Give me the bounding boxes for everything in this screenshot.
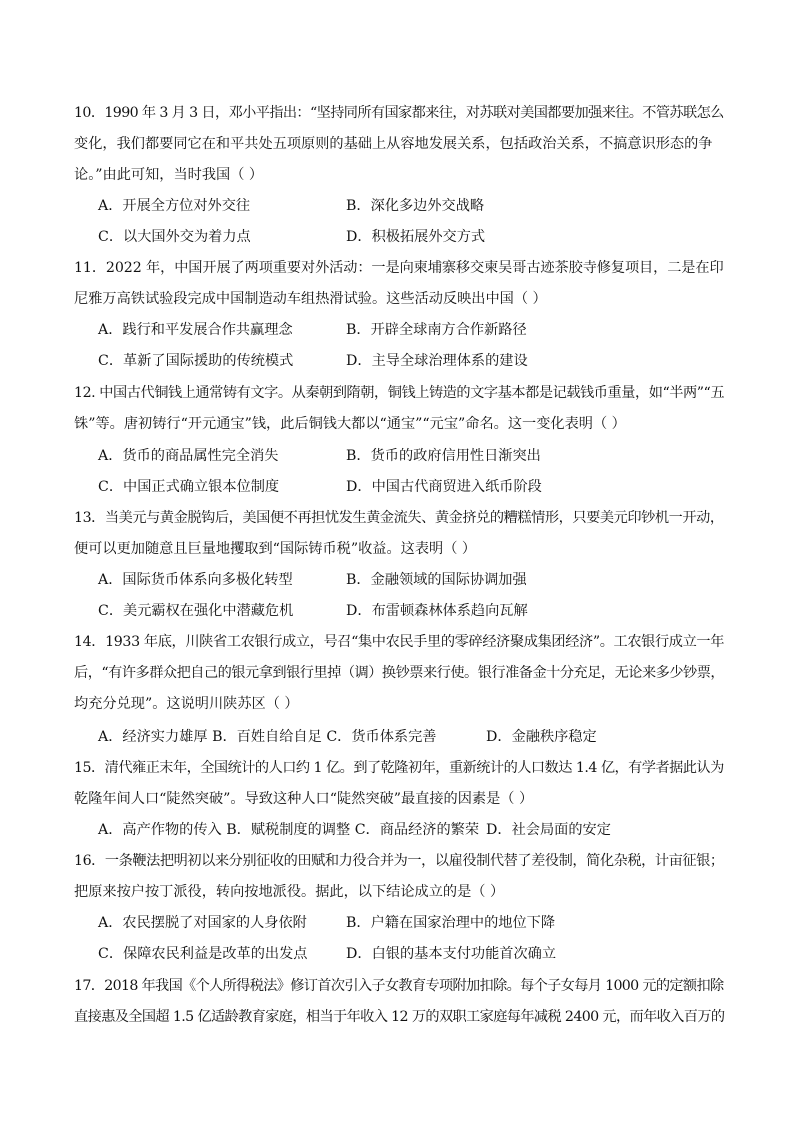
option-c: C．以大国外交为着力点	[98, 229, 251, 245]
question-text-line: 13．当美元与黄金脱钩后，美国便不再担忧发生黄金流失、黄金挤兑的糟糕情形，只要美元印钞机一开动，	[74, 510, 724, 526]
question-text-line: 17．2018 年我国《个人所得税法》修订首次引入子女教育专项附加扣除。每个子女每月 1000 元的定额扣除	[74, 978, 724, 994]
option-d: D．主导全球治理体系的建设	[346, 353, 528, 369]
option-a: A．国际货币体系向多极化转型	[98, 572, 293, 588]
question-text-line: 均充分兑现”。这说明川陕苏区（ ）	[74, 696, 299, 712]
option-d: D．积极拓展外交方式	[346, 229, 486, 245]
option-c: C．保障农民利益是改革的出发点	[98, 946, 308, 962]
option-a: A．开展全方位对外交往	[98, 198, 251, 214]
options-abc: A．高产作物的传入 B．赋税制度的调整 C．商品经济的繁荣	[98, 822, 480, 838]
option-a: A．农民摆脱了对国家的人身依附	[98, 915, 307, 931]
option-b: B．货币的政府信用性日渐突出	[346, 448, 541, 464]
question-text-line: 论。”由此可知，当时我国（ ）	[74, 167, 264, 183]
question-text-line: 乾隆年间人口“陡然突破”。导致这种人口“陡然突破”最直接的因素是（ ）	[74, 791, 534, 807]
option-b: B．开辟全球南方合作新路径	[346, 322, 527, 338]
option-c: C．美元霸权在强化中潜藏危机	[98, 603, 294, 619]
question-text-line: 10．1990 年 3 月 3 日，邓小平指出：“坚持同所有国家都来往，对苏联对美国都要加强来往。不管苏联怎么	[74, 105, 724, 121]
option-c: C．中国正式确立银本位制度	[98, 479, 280, 495]
option-b: B．金融领域的国际协调加强	[346, 572, 527, 588]
question-text-line: 后，“有许多群众把自己的银元拿到银行里掉（调）换钞票来行使。银行准备金十分充足，无论来多少钞票，	[74, 665, 725, 681]
option-a: A．货币的商品属性完全消失	[98, 448, 279, 464]
question-text-line: 12. 中国古代铜钱上通常铸有文字。从秦朝到隋朝，铜钱上铸造的文字基本都是记载钱币重量，如“半两”“五	[74, 385, 725, 401]
question-text-line: 把原来按户按丁派役，转向按地派役。据此，以下结论成立的是（ ）	[74, 884, 505, 900]
question-text-line: 尼雅万高铁试验段完成中国制造动车组热滑试验。这些活动反映出中国（ ）	[74, 291, 547, 307]
question-text-line: 15．清代雍正末年，全国统计的人口约 1 亿。到了乾隆初年，重新统计的人口数达 1.4 亿，有学者据此认为	[74, 760, 724, 776]
option-b: B．户籍在国家治理中的地位下降	[346, 915, 556, 931]
question-text-line: 铢”等。唐初铸行“开元通宝”钱，此后铜钱大都以“通宝”“元宝”命名。这一变化表明（ ）	[74, 416, 626, 432]
question-text-line: 16．一条鞭法把明初以来分别征收的田赋和力役合并为一，以雇役制代替了差役制，简化杂税，计亩征银；	[74, 853, 724, 869]
option-d: D．中国古代商贸进入纸币阶段	[346, 479, 542, 495]
options-abc: A．经济实力雄厚 B．百姓自给自足 C．货币体系完善	[98, 729, 437, 745]
option-c: C．革新了国际援助的传统模式	[98, 353, 294, 369]
question-text-line: 变化，我们都要同它在和平共处五项原则的基础上从容地发展关系，包括政治关系，不搞意识形态的争	[74, 136, 713, 152]
option-d: D．社会局面的安定	[486, 822, 611, 838]
option-d: D．白银的基本支付功能首次确立	[346, 946, 557, 962]
question-text-line: 11．2022 年，中国开展了两项重要对外活动：一是向柬埔寨移交柬吴哥古迹茶胶寺修复项目，二是在印	[74, 260, 724, 276]
option-b: B．深化多边外交战略	[346, 198, 485, 214]
option-d: D．金融秩序稳定	[486, 729, 597, 745]
option-d: D．布雷顿森林体系趋向瓦解	[346, 603, 528, 619]
question-text-line: 便可以更加随意且巨量地攫取到“国际铸币税”收益。这表明（ ）	[74, 541, 477, 557]
question-text-line: 14．1933 年底，川陕省工农银行成立，号召“集中农民手里的零碎经济聚成集团经济”。工农银行成立一年	[74, 634, 725, 650]
option-a: A．践行和平发展合作共赢理念	[98, 322, 293, 338]
question-text-line: 直接惠及全国超 1.5 亿适龄教育家庭，相当于年收入 12 万的双职工家庭每年减税 2400 元，而年收入百万的	[74, 1009, 725, 1025]
